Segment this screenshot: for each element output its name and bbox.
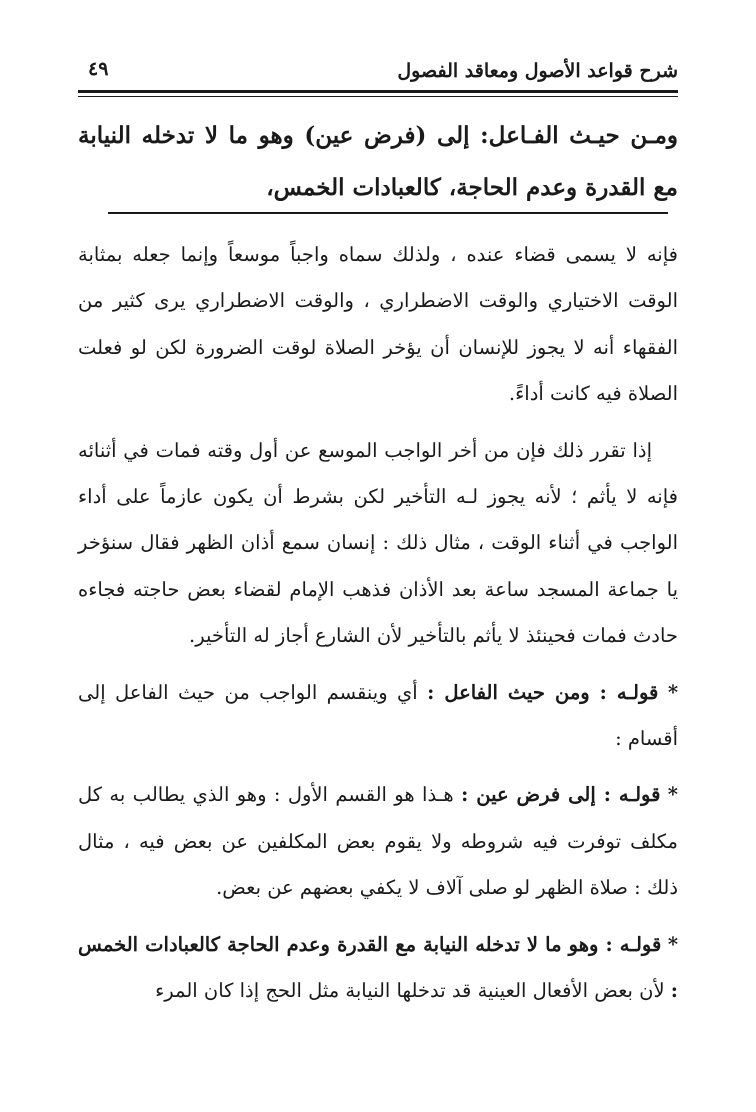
paragraph	[78, 428, 678, 660]
paragraph-text: هـذا هو القسم الأول : وهو الذي يطالب به كل مكلف توفرت فيه شروطه ولا يقوم بعض المكلفين عن بعض فيه ، مثال ذلك : صلاة الظهر لو صلى آلاف لا يكفي بعضهم عن بعض.	[78, 783, 678, 900]
star-marker: *	[667, 680, 679, 704]
paragraph-text: إذا تقرر ذلك فإن من أخر الواجب الموسع عن أول وقته فمات في أثنائه فإنه لا يأثم ؛ لأنه يجوز لـه التأخير لكن بشرط أن يكون عازماً على أداء الواجب في أثناء الوقت ، مثال ذلك : إنسان سمع أذان الظهر فقال سنؤخر يا جماعة المسجد ساعة بعد الأذان فذهب الإمام لقضاء بعض حاجته فجاءه حادث فمات فحينئذ لا يأثم بالتأخير لأن الشارع أجاز له التأخير.	[78, 438, 678, 648]
paragraph-text: فإنه لا يسمى قضاء عنده ، ولذلك سماه واجباً موسعاً وإنما جعله بمثابة الوقت الاختياري والوقت الاضطراري ، والوقت الاضطراري يرى كثير من الفقهاء أنه لا يجوز للإنسان أن يؤخر الصلاة لوقت الضرورة لكن لو فعلت الصلاة فيه كانت أداءً.	[78, 243, 678, 406]
paragraph-keyword: قولـه : ومن حيث الفاعل :	[427, 680, 659, 704]
header-rule-thin	[78, 96, 678, 97]
commentary-body	[78, 232, 678, 1025]
star-marker: *	[667, 783, 678, 807]
header-rule-thick	[78, 90, 678, 93]
paragraph-text: أي وينقسم الواجب من حيث الفاعل إلى أقسام :	[78, 680, 678, 751]
paragraph	[78, 772, 678, 911]
matn-text: ومـن حيـث الفـاعل: إلى (فرض عين) وهو ما لا تدخله النيابة مع القدرة وعدم الحاجة، كالعبادات الخمس،	[78, 122, 678, 201]
paragraph-keyword: قولـه : إلى فرض عين :	[461, 783, 661, 807]
star-marker: *	[667, 932, 679, 956]
page-number: ٤٩	[88, 58, 109, 80]
matn-separator	[108, 212, 668, 214]
paragraph-text: لأن بعض الأفعال العينية قد تدخلها النيابة مثل الحج إذا كان المرء	[155, 979, 665, 1003]
paragraph	[78, 922, 678, 1015]
paragraph	[78, 670, 678, 763]
running-title: شرح قواعد الأصول ومعاقد الفصول	[397, 60, 678, 82]
paragraph-keyword: قولـه : وهو ما لا تدخله النيابة مع القدرة وعدم الحاجة كالعبادات الخمس :	[78, 932, 678, 1003]
paragraph	[78, 232, 678, 418]
page-header	[78, 58, 678, 90]
